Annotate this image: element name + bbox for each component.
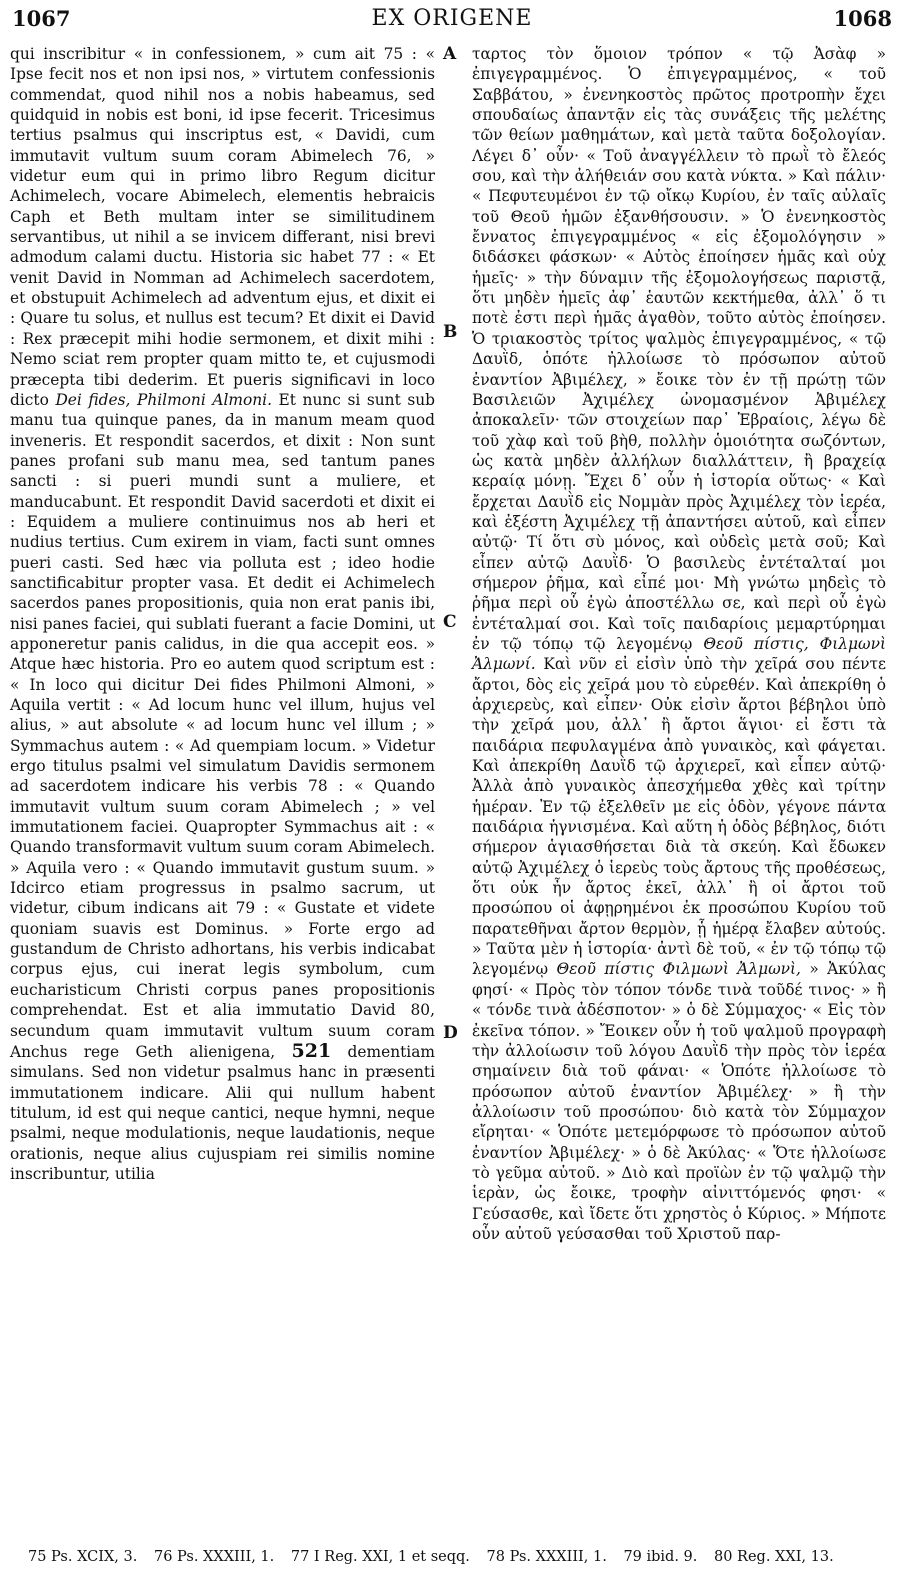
- left-page-number: 1067: [12, 6, 71, 31]
- right-page-number: 1068: [833, 6, 892, 31]
- latin-text-part2: Et nunc si sunt sub manu tua quinque panes, da in manum meam quod inveneris. Et respondit sacerdos, et dixit : Non sunt panes profani sub manu mea, sed tantum panes sancti : si pueri mundi sunt a muliere, et manducabunt. Et respondit David sacerdoti et dixit ei : Equidem a muliere continuimus nos ab heri et nudius tertius. Cum exirem in viam, facti sunt omnes pueri casti. Sed hæc via polluta est ; ideo hodie sanctificabitur propter vasa. Et dedit ei Achimelech sacerdos panes propositionis, quia non erat panis ibi, nisi panes faciei, qui sublati fuerant a facie Domini, ut apponeretur panis calidus, in die qua accepit eos. » Atque hæc historia. Pro eo autem quod scriptum est : « In loco qui dicitur Dei fides Philmoni Almoni, » Aquila vertit : « Ad locum hunc vel illum, hujus vel alius, » aut absolute « ad locum hunc vel illum ; » Symmachus autem : « Ad quempiam locum. » Videtur ergo titulus psalmi vel simulatum Davidis sermonem ad sacerdotem indicare his verbis 78 : « Quando immutavit vultum suum coram Abimelech ; » vel immutationem faciei. Quapropter Symmachus ait : « Quando transformavit vultum suum coram Abimelech. » Aquila vero : « Quando immutavit gustum suum. » Idcirco etiam progressus in psalmo sacrum, ut videtur, cibum indicans ait 79 : « Gustate et videte quoniam suavis est Dominus. » Forte ergo ad gustandum de Christo adhortans, his verbis indicabat corpus ejus, cui inerat legis symbolum, cum eucharisticum Christi corpus panes propositionis comprehendat. Est et alia immutatio David 80, secundum quam immutavit vultum suum coram Anchus rege Geth alienigena,: [10, 390, 435, 1061]
- latin-text: [10, 44, 435, 1184]
- column-number: 521: [291, 1039, 332, 1062]
- running-title: EX ORIGENE: [371, 6, 533, 31]
- footnote-76: 76 Ps. XXXIII, 1.: [153, 1549, 275, 1565]
- greek-italic-place-name-1: Θεοῦ πίστις, Φιλμωνὶ Ἀλμωνί.: [472, 634, 886, 674]
- greek-text-part1: ταρτος τὸν ὅμοιον τρόπον « τῷ Ἀσὰφ » ἐπιγεγραμμένος. Ὁ ἐπιγεγραμμένος, « τοῦ Σαββάτου, » ἐνενηκοστὸς πρῶτος προτροπὴν ἔχει σπουδαίως ἀπαντᾷν εἰς τὰς συνάξεις τῆς μελέτης τῶν θείων μαθημάτων, καὶ μετὰ ταῦτα δοξολογίαν. Λέγει δ᾽ οὖν· « Τοῦ ἀναγγέλλειν τὸ πρωῒ τὸ ἔλεός σου, καὶ τὴν ἀλήθειάν σου κατὰ νύκτα. » Καὶ πάλιν· « Πεφυτευμένοι ἐν τῷ οἴκῳ Κυρίου, ἐν ταῖς αὐλαῖς τοῦ Θεοῦ ἡμῶν ἐξανθήσουσιν. » Ὁ ἐνενηκοστὸς ἔννατος ἐπιγεγραμμένος « εἰς ἐξομολόγησιν » διδάσκει φάσκων· « Αὐτὸς ἐποίησεν ἡμᾶς καὶ οὐχ ἡμεῖς· » τὴν δύναμιν τῆς ἐξομολογήσεως παριστᾷ, ὅτι μηδὲν ἡμεῖς ἀφ᾽ ἑαυτῶν κεκτήμεθα, ἀλλ᾽ ὅ τι ποτὲ ἐστι περὶ ἡμᾶς ἀγαθὸν, τοῦτο αὐτὸς ἐποίησεν. Ὁ τριακοστὸς τρίτος ψαλμὸς ἐπιγεγραμμένος, « τῷ Δαυῒδ, ὁπότε ἠλλοίωσε τὸ πρόσωπον αὐτοῦ ἐναντίον Ἀβιμέλεχ, » ἔοικε τὸν ἐν τῇ πρώτῃ τῶν Βασιλειῶν Ἀχιμέλεχ ὠνομασμένον Ἀβιμέλεχ ἀποκαλεῖν· τῶν στοιχείων παρ᾽ Ἑβραίοις, λέγω δὲ τοῦ χὰφ καὶ τοῦ βὴθ, πολλὴν ὁμοιότητα σωζόντων, ὡς κατὰ μηδὲν ἀλλήλων διαλλάττειν, ἢ βραχείᾳ κεραίᾳ μόνῃ. Ἔχει δ᾽ οὖν ἡ ἱστορία οὕτως· « Καὶ ἔρχεται Δαυῒδ εἰς Νομμὰν πρὸς Ἀχιμέλεχ τὸν ἱερέα, καὶ ἐξέστη Ἀχιμέλεχ τῇ ἀπαντήσει αὐτοῦ, καὶ εἶπεν αὐτῷ· Τί ὅτι σὺ μόνος, καὶ οὐδεὶς μετὰ σοῦ; Καὶ εἶπεν αὐτῷ Δαυῒδ· Ὁ βασιλεὺς ἐντέταλταί μοι σήμερον ῥῆμα, καὶ εἶπέ μοι· Μὴ γνώτω μηδεὶς τὸ ῥῆμα περὶ οὗ ἐγὼ ἀποστέλλω σε, καὶ περὶ οὗ ἐγὼ ἐντέταλμαί σοι. Καὶ τοῖς παιδαρίοις μεμαρτύρημαι ἐν τῷ τόπῳ τῷ λεγομένῳ: [472, 45, 886, 653]
- greek-italic-place-name-2: Θεοῦ πίστις Φιλμωνὶ Ἀλμωνὶ,: [556, 960, 801, 979]
- running-header: [12, 6, 892, 38]
- footnote-75: 75 Ps. XCIX, 3.: [28, 1549, 138, 1565]
- footnotes: [28, 1549, 884, 1565]
- greek-text: [472, 44, 886, 1244]
- margin-marker-b: B: [443, 322, 458, 342]
- latin-column: [10, 44, 435, 1184]
- footnote-80: 80 Reg. XXI, 13.: [714, 1549, 834, 1565]
- footnote-78: 78 Ps. XXXIII, 1.: [486, 1549, 607, 1565]
- greek-text-part3: » Ἀκύλας φησί· « Πρὸς τὸν τόπον τόνδε τινὰ τοῦδέ τινος· » ἢ « τόνδε τινὰ ἀδέσποτον· » ὁ δὲ Σύμμαχος· « Εἰς τὸν ἐκεῖνα τόπον. » Ἔοικεν οὖν ἡ τοῦ ψαλμοῦ προγραφὴ τὴν ἀλλοίωσιν τοῦ λόγου Δαυῒδ τὴν πρὸς τὸν ἱερέα σημαίνειν διὰ τοῦ φάναι· « Ὁπότε ἠλλοίωσε τὸ πρόσωπον αὐτοῦ ἐναντίον Ἀβιμέλεχ· » ἢ τὴν ἀλλοίωσιν τοῦ προσώπου· διὸ κατὰ τὸν Σύμμαχον εἴρηται· « Ὁπότε μετεμόρφωσε τὸ πρόσωπον αὐτοῦ ἐναντίον Ἀβιμέλεχ· » ὁ δὲ Ἀκύλας· « Ὅτε ἠλλοίωσε τὸ γεῦμα αὐτοῦ. » Διὸ καὶ προϊὼν ἐν τῷ ψαλμῷ τὴν ἱερὰν, ὡς ἔοικε, τροφὴν αἰνιττόμενός φησι· « Γεύσασθε, καὶ ἴδετε ὅτι χρηστὸς ὁ Κύριος. » Μήποτε οὖν αὐτοῦ γεύσασθαι τοῦ Χριστοῦ παρ-: [472, 960, 886, 1243]
- latin-text-part1: qui inscribitur « in confessionem, » cum ait 75 : « Ipse fecit nos et non ipsi nos, » virtutem confessionis commendat, quod nihil nos a nobis habeamus, sed quidquid in nobis est boni, id ipse fecerit. Tricesimus tertius psalmus qui inscriptus est, « Davidi, cum immutavit vultum suum coram Abimelech 76, » videtur eum qui in primo libro Regum dicitur Achimelech, vocare Abimelech, elementis hebraicis Caph et Beth multam inter se similitudinem servantibus, ut nihil a se invicem differant, nisi brevi admodum calami ductu. Historia sic habet 77 : « Et venit David in Nomman ad Achimelech sacerdotem, et obstupuit Achimelech ad adventum ejus, et dixit ei : Quare tu solus, et nullus est tecum? Et dixit ei David : Rex præcepit mihi hodie sermonem, et dixit mihi : Nemo sciat rem propter quam mitto te, et cujusmodi præcepta tibi dederim. Et pueris significavi in loco dicto: [10, 45, 435, 409]
- greek-column: [472, 44, 886, 1244]
- latin-text-part3: dementiam simulans. Sed non videtur psalmus hanc in præsenti immutationem indicare. Alii qui nullum habent titulum, id est qui neque cantici, neque hymni, neque psalmi, neque modulationis, neque laudationis, neque orationis, neque alius cujuspiam rei similis nomine inscribuntur, utilia: [10, 1042, 435, 1183]
- footnote-79: 79 ibid. 9.: [623, 1549, 698, 1565]
- greek-text-part2: Καὶ νῦν εἰ εἰσὶν ὑπὸ τὴν χεῖρά σου πέντε ἄρτοι, δὸς εἰς χεῖρά μου τὸ εὑρεθέν. Καὶ ἀπεκρίθη ὁ ἀρχιερεὺς, καὶ εἶπεν· Οὐκ εἰσὶν ἄρτοι βέβηλοι ὑπὸ τὴν χεῖρά μου, ἀλλ᾽ ἢ ἄρτοι ἅγιοι· εἰ ἔστι τὰ παιδάρια πεφυλαγμένα ἀπὸ γυναικὸς, καὶ φάγεται. Καὶ ἀπεκρίθη Δαυῒδ τῷ ἀρχιερεῖ, καὶ εἶπεν αὐτῷ· Ἀλλὰ ἀπὸ γυναικὸς ἀπεσχήμεθα χθὲς καὶ τρίτην ἡμέραν. Ἐν τῷ ἐξελθεῖν με εἰς ὁδὸν, γέγονε πάντα παιδάρια ἡγνισμένα. Καὶ αὕτη ἡ ὁδὸς βέβηλος, διότι σήμερον ἁγιασθήσεται διὰ τὰ σκεύη. Καὶ ἔδωκεν αὐτῷ Ἀχιμέλεχ ὁ ἱερεὺς τοὺς ἄρτους τῆς προθέσεως, ὅτι οὐκ ἦν ἄρτος ἐκεῖ, ἀλλ᾽ ἢ οἱ ἄρτοι τοῦ προσώπου οἱ ἀφῃρημένοι ἐκ προσώπου Κυρίου τοῦ παρατεθῆναι ἄρτον θερμὸν, ᾗ ἡμέρᾳ ἔλαβεν αὐτούς. » Ταῦτα μὲν ἡ ἱστορία· ἀντὶ δὲ τοῦ, « ἐν τῷ τόπῳ τῷ λεγομένῳ: [472, 655, 886, 979]
- margin-marker-d: D: [443, 1023, 458, 1043]
- margin-marker-a: A: [443, 44, 457, 64]
- margin-marker-c: C: [443, 612, 457, 632]
- footnote-77: 77 I Reg. XXI, 1 et seqq.: [290, 1549, 470, 1565]
- latin-italic-place-name: Dei fides, Philmoni Almoni.: [55, 390, 272, 409]
